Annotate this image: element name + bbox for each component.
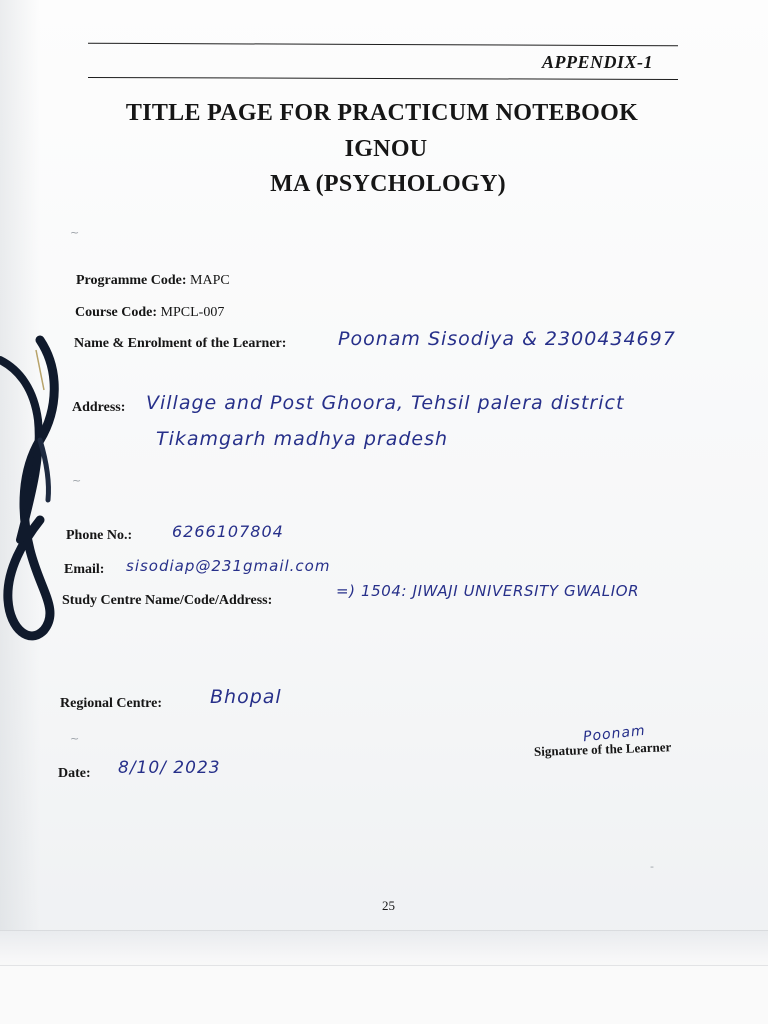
scan-mark: ~	[72, 474, 82, 487]
address-value-line-1: Village and Post Ghoora, Tehsil palera district	[146, 392, 625, 414]
page-number: 25	[382, 898, 395, 913]
programme-code-row	[76, 273, 230, 289]
phone-value: 6266107804	[172, 522, 284, 541]
learner-signature: Poonam	[582, 722, 647, 746]
date-value: 8/10/ 2023	[118, 758, 221, 778]
programme-code-value: MAPC	[190, 273, 230, 288]
course-code-row	[75, 305, 224, 321]
study-centre-value: =) 1504: JIWAJI UNIVERSITY GWALIOR	[336, 582, 640, 600]
scan-mark: -	[650, 860, 654, 873]
course-code-label: Course Code:	[75, 305, 158, 320]
regional-centre-value: Bhopal	[210, 686, 282, 708]
name-enrolment-label: Name & Enrolment of the Learner:	[74, 336, 287, 351]
appendix-label: APPENDIX-1	[542, 52, 654, 72]
email-value: sisodiap@231gmail.com	[126, 557, 331, 575]
phone-label: Phone No.:	[66, 528, 133, 543]
address-value-line-2: Tikamgarh madhya pradesh	[156, 428, 449, 450]
address-label: Address:	[72, 400, 126, 415]
page-title-line-3: MA (PSYCHOLOGY)	[270, 171, 506, 197]
page-title-line-2: IGNOU	[344, 136, 428, 162]
regional-centre-label: Regional Centre:	[60, 696, 162, 711]
binding-cord	[0, 330, 80, 650]
scan-mark: ~	[70, 732, 80, 745]
date-label: Date:	[58, 766, 91, 781]
name-enrolment-value: Poonam Sisodiya & 2300434697	[338, 328, 676, 350]
programme-code-label: Programme Code:	[76, 273, 187, 288]
scan-mark: ~	[70, 226, 80, 239]
course-code-value: MPCL-007	[160, 305, 225, 320]
email-label: Email:	[64, 562, 105, 577]
page-title-line-1: TITLE PAGE FOR PRACTICUM NOTEBOOK	[125, 100, 639, 126]
header-rule-top	[88, 43, 678, 47]
study-centre-label: Study Centre Name/Code/Address:	[62, 593, 273, 608]
bottom-sheet-edge	[0, 965, 768, 1024]
header-rule-bottom	[88, 77, 678, 80]
signature-label: Signature of the Learner	[533, 739, 672, 759]
